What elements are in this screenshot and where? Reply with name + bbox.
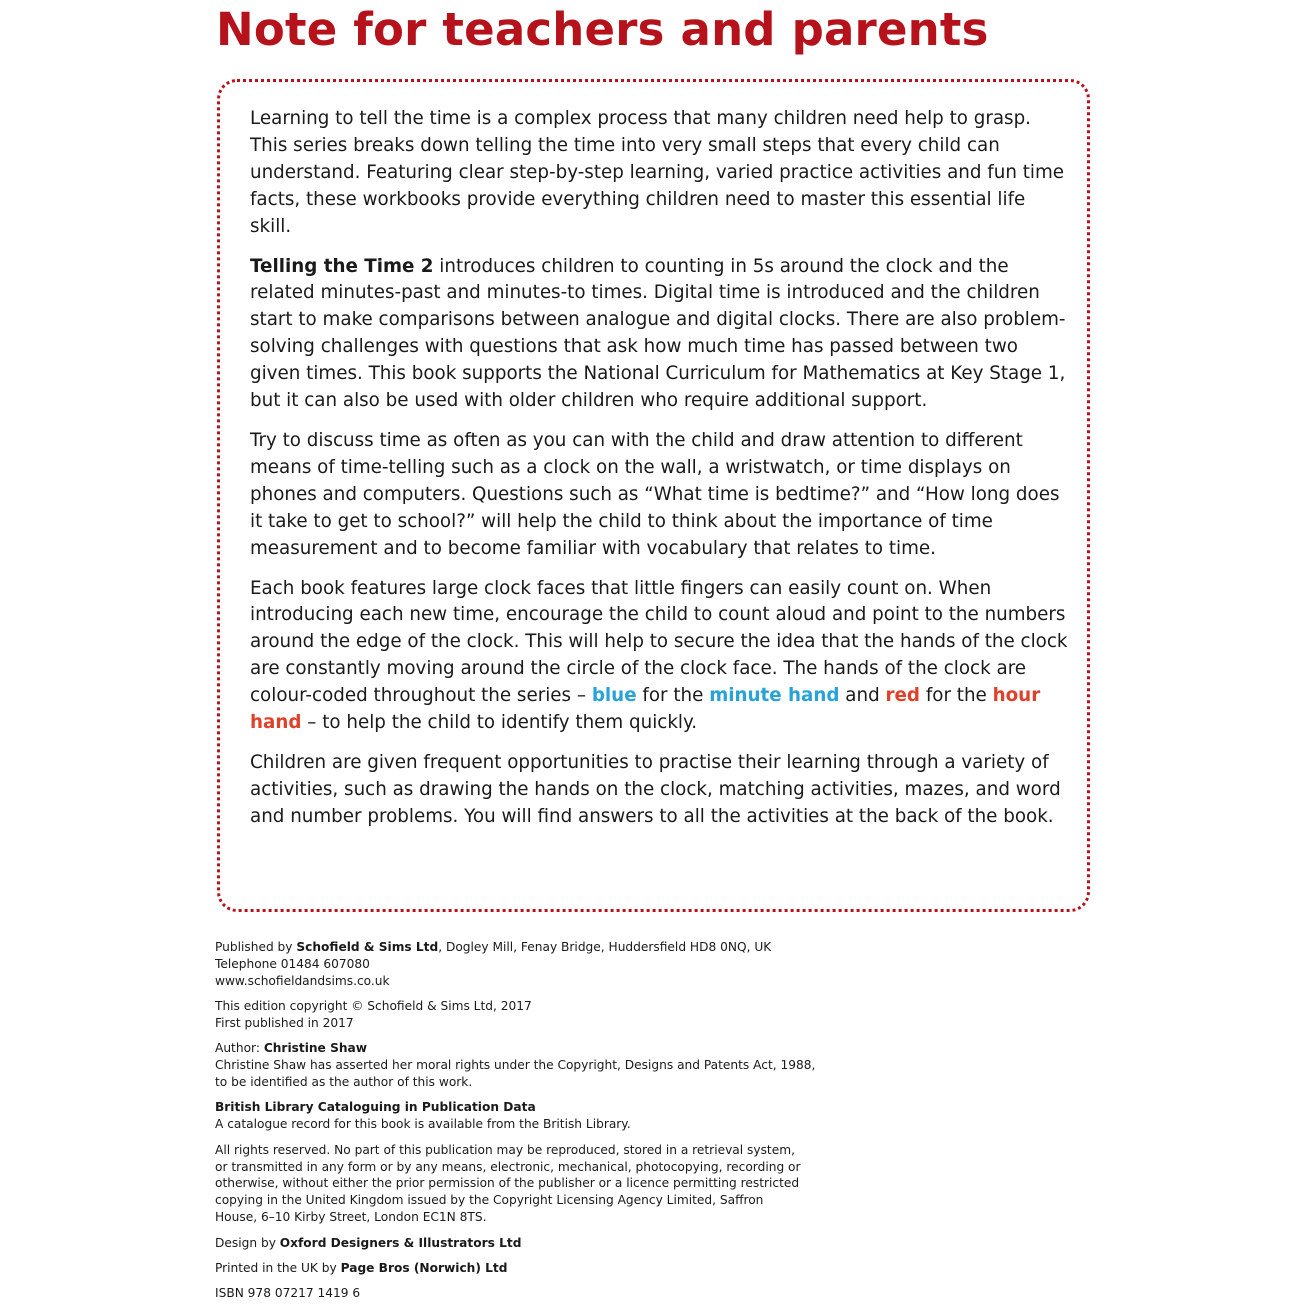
rights-line-1: All rights reserved. No part of this publication may be reproduced, stored in a retrieval system, (215, 1142, 795, 1157)
rights-line-3: otherwise, without either the prior permission of the publisher or a licence permitting restricted (215, 1176, 800, 1191)
note-paragraph-clock-faces (250, 576, 1070, 737)
note-paragraph-intro: Learning to tell the time is a complex process that many children need help to grasp. This series breaks down telling the time into very small steps that every child can understand. Featuring clear step-by-step learning, varied practice activities and fun time facts, these workbooks provide everything children need to master this essential life skill. (250, 108, 1065, 237)
publisher-website: www.schofieldandsims.co.uk (215, 973, 390, 988)
author-name: Christine Shaw (263, 1041, 368, 1056)
red-label: red (885, 685, 921, 707)
design-prefix: Design by (215, 1235, 280, 1250)
clock-faces-text-4: for the (920, 685, 993, 707)
book-title: Telling the Time 2 (250, 255, 434, 277)
author-rights-line-2: to be identified as the author of this work. (215, 1075, 473, 1090)
publisher-block (215, 939, 855, 990)
copyright-block (215, 998, 855, 1032)
printer-prefix: Printed in the UK by (215, 1260, 341, 1275)
first-published-line: First published in 2017 (215, 1016, 354, 1031)
note-body (250, 106, 1070, 844)
rights-line-2: or transmitted in any form or by any means, electronic, mechanical, photocopying, recording or (215, 1159, 801, 1174)
british-library-block (215, 1099, 855, 1133)
isbn: ISBN 978 07217 1419 6 (215, 1286, 361, 1301)
british-library-text: A catalogue record for this book is available from the British Library. (215, 1117, 631, 1132)
design-block (215, 1235, 855, 1252)
publisher-name: Schofield & Sims Ltd (296, 940, 439, 954)
printer-block (215, 1260, 855, 1277)
isbn-block (215, 1285, 855, 1302)
design-name: Oxford Designers & Illustrators Ltd (279, 1235, 522, 1250)
clock-faces-text-3: and (839, 685, 886, 707)
blue-label: blue (591, 685, 637, 707)
minute-hand-label: minute hand (709, 685, 840, 707)
hour-hand-label: hour hand (250, 685, 1041, 734)
imprint (215, 939, 855, 1310)
author-block (215, 1040, 855, 1091)
clock-faces-text-2: for the (636, 685, 710, 707)
british-library-heading: British Library Cataloguing in Publication Data (215, 1100, 536, 1115)
author-prefix: Author: (215, 1041, 264, 1056)
publisher-telephone: Telephone 01484 607080 (215, 956, 370, 971)
publisher-address: , Dogley Mill, Fenay Bridge, Huddersfield HD8 0NQ, UK (438, 940, 772, 954)
publisher-prefix: Published by (215, 940, 297, 954)
rights-line-5: House, 6–10 Kirby Street, London EC1N 8TS. (215, 1210, 487, 1225)
note-paragraph-practice: Children are given frequent opportunities to practise their learning through a variety of activities, such as drawing the hands on the clock, matching activities, mazes, and word and number problems. You will find answers to all the activities at the back of the book. (250, 751, 1061, 827)
clock-faces-text: Each book features large clock faces that little fingers can easily count on. When introducing each new time, encourage the child to count aloud and point to the numbers around the edge of the clock. This will help to secure the idea that the hands of the clock are constantly moving around the circle of the clock face. The hands of the clock are colour-coded throughout the series – (250, 577, 1068, 707)
author-rights-line-1: Christine Shaw has asserted her moral rights under the Copyright, Designs and Patents Act, 1988, (215, 1058, 816, 1073)
rights-line-4: copying in the United Kingdom issued by the Copyright Licensing Agency Limited, Saffron (215, 1193, 764, 1208)
page-title: Note for teachers and parents (216, 3, 989, 56)
clock-faces-text-5: – to help the child to identify them quickly. (301, 712, 698, 734)
note-paragraph-book-text: introduces children to counting in 5s around the clock and the related minutes-past and minutes-to times. Digital time is introduced and the children start to make comparisons between analogue and digital clocks. There are also problem-solving challenges with questions that ask how much time has passed between two given times. This book supports the National Curriculum for Mathematics at Key Stage 1, but it can also be used with older children who require additional support. (250, 255, 1066, 412)
note-paragraph-book (250, 254, 1070, 415)
copyright-line: This edition copyright © Schofield & Sims Ltd, 2017 (215, 999, 532, 1014)
rights-block (215, 1142, 855, 1227)
note-paragraph-discuss: Try to discuss time as often as you can with the child and draw attention to different means of time-telling such as a clock on the wall, a wristwatch, or time displays on phones and computers. Questions such as “What time is bedtime?” and “How long does it take to get to school?” will help the child to think about the importance of time measurement and to become familiar with vocabulary that relates to time. (250, 429, 1060, 559)
printer-name: Page Bros (Norwich) Ltd (340, 1260, 508, 1275)
